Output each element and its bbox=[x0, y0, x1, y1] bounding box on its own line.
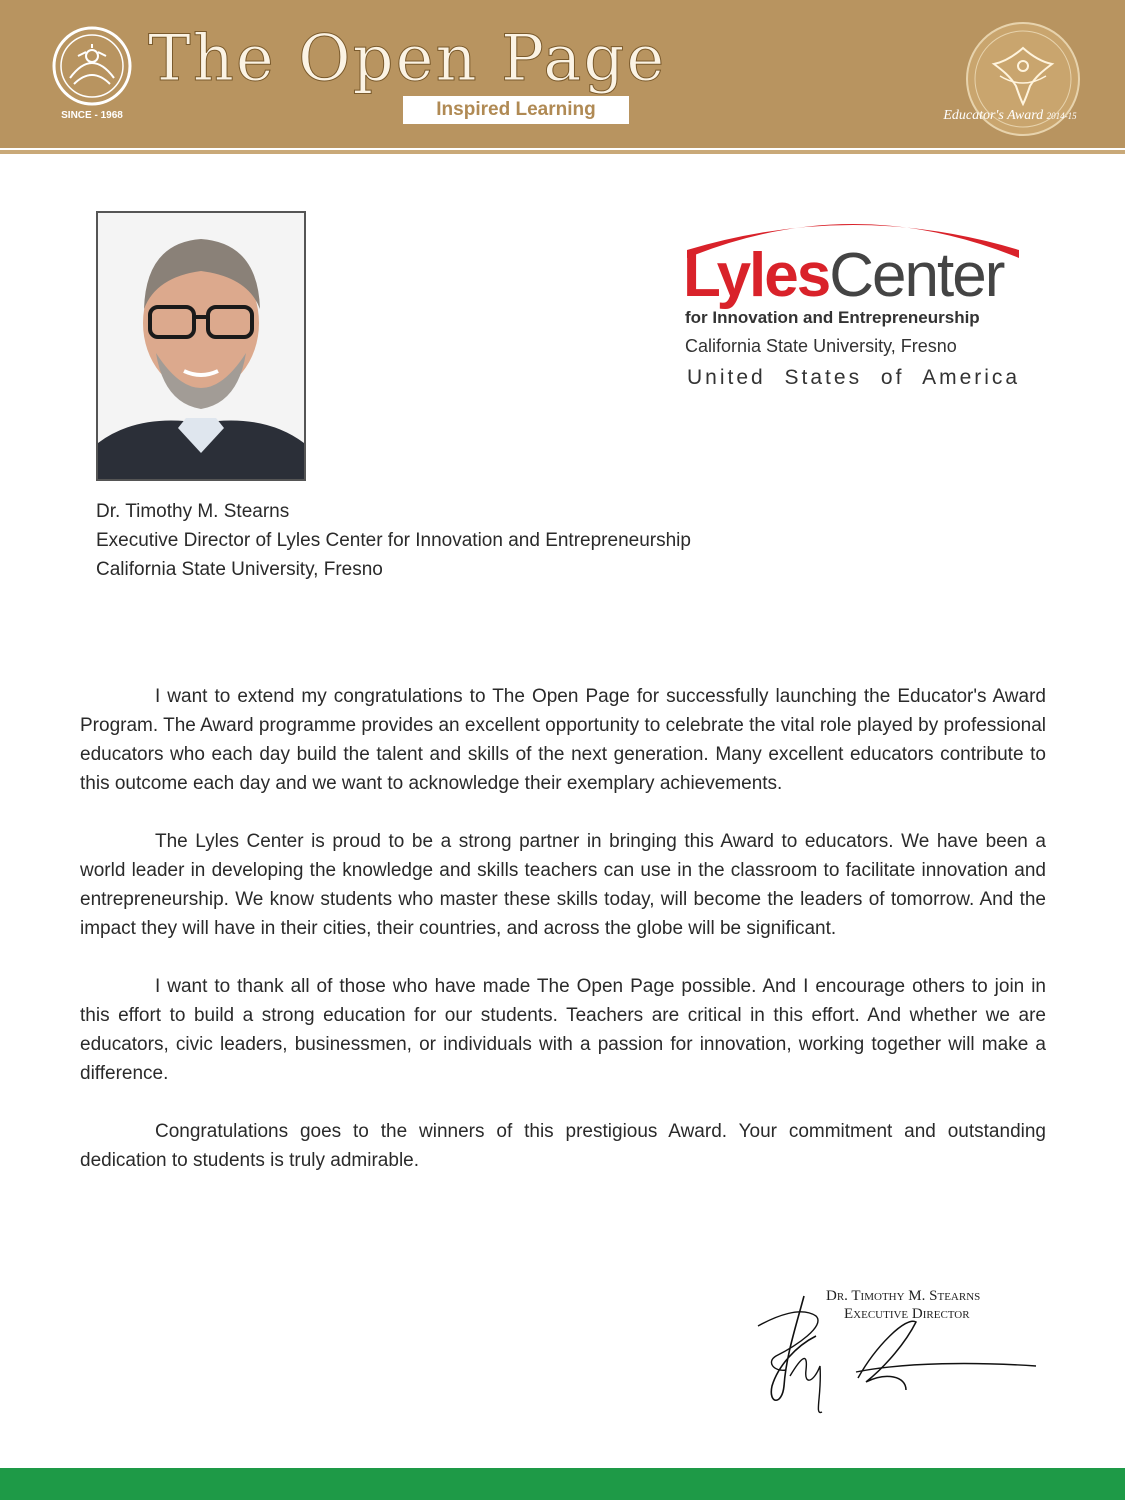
letter-paragraph: The Lyles Center is proud to be a strong partner in bringing this Award to educators. We have been a world leader in developing the knowledge and skills teachers can use in the classroom to facilitate innovation and entrepreneurship. We know students who master these skills today, will become the leaders of tomorrow. And the impact they will have in their cities, their countries, and across the globe will be significant. bbox=[80, 831, 1046, 939]
page-title: The Open Page bbox=[148, 22, 667, 96]
award-badge-text: Educator's Award bbox=[943, 108, 1044, 123]
sender-name: Dr. Timothy M. Stearns bbox=[96, 501, 290, 522]
header-banner bbox=[0, 0, 1125, 148]
logo-word-center: Center bbox=[829, 241, 1004, 310]
letter-paragraph: I want to thank all of those who have made The Open Page possible. And I encourage others to join in this effort to build a strong education for our students. Teachers are critical in this effort. And whether we are educators, civic leaders, businessmen, or individuals with a passion for innovation, working together will make a difference. bbox=[80, 976, 1046, 1084]
footer-bar bbox=[0, 1468, 1125, 1500]
since-label: SINCE - 1968 bbox=[61, 110, 123, 121]
letter-paragraph: Congratulations goes to the winners of this prestigious Award. Your commitment and outstanding dedication to students is truly admirable. bbox=[80, 1121, 1046, 1171]
sender-position: Executive Director of Lyles Center for Innovation and Entrepreneurship bbox=[96, 530, 691, 551]
signature-name: Dr. Timothy M. Stearns bbox=[826, 1288, 981, 1304]
tagline: Inspired Learning bbox=[403, 96, 629, 124]
logo-university: California State University, Fresno bbox=[685, 336, 957, 356]
award-year: 2014-15 bbox=[1046, 111, 1077, 121]
logo-wordmark bbox=[683, 240, 1003, 311]
letter-body bbox=[80, 682, 1046, 1204]
sender-institution: California State University, Fresno bbox=[96, 559, 383, 580]
logo-word-lyles: Lyles bbox=[683, 241, 830, 310]
award-badge-label bbox=[930, 108, 1090, 124]
logo-country: United States of America bbox=[687, 366, 1021, 389]
signature-block bbox=[756, 1286, 1046, 1426]
logo-subtitle: for Innovation and Entrepreneurship bbox=[685, 308, 980, 327]
portrait-photo bbox=[96, 211, 306, 481]
sender-block bbox=[96, 497, 691, 584]
signature-title: Executive Director bbox=[844, 1306, 970, 1322]
portrait-illustration bbox=[98, 213, 304, 479]
letter-paragraph: I want to extend my congratulations to The Open Page for successfully launching the Educator's Award Program. The Award programme provides an excellent opportunity to celebrate the vital role played by professional educators who each day build the talent and skills of the next generation. Many excellent educators contribute to this outcome each day and we want to acknowledge their exemplary achievements. bbox=[80, 686, 1046, 794]
header-divider bbox=[0, 150, 1125, 154]
lyles-center-logo bbox=[683, 212, 1023, 392]
